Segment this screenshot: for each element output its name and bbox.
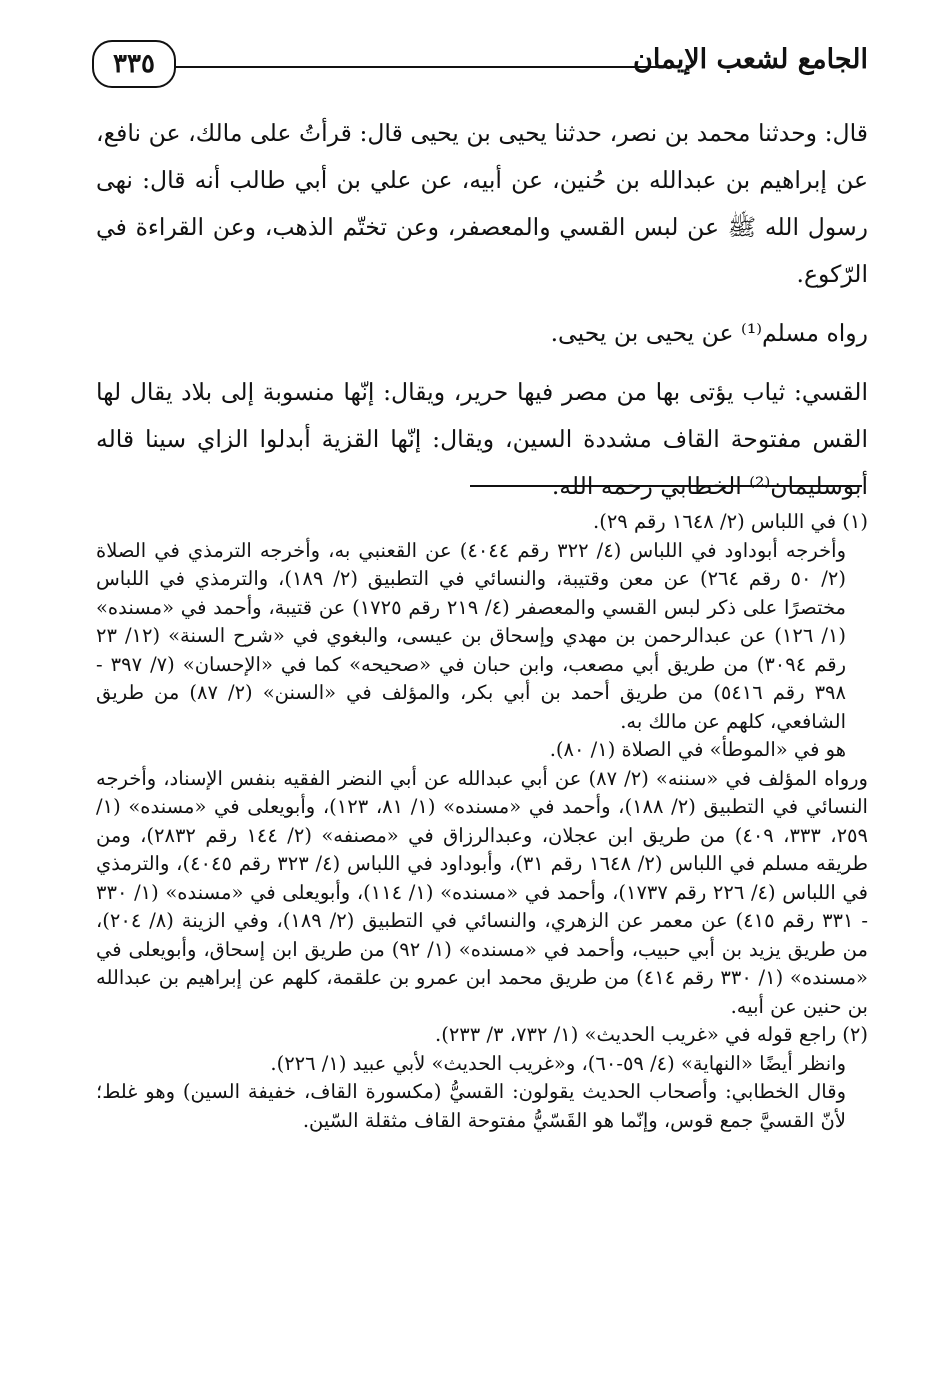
footnote-2-khattabi: وقال الخطابي: وأصحاب الحديث يقولون: القسيُّ (مكسورة القاف، خفيفة السين) وهو غلط؛ لأنّ القسيَّ جمع قوس، وإنّما هو القَسّيُّ مفتوحة القاف مثقلة السّين. — [96, 1080, 846, 1132]
page-number: ٣٣٥ — [92, 40, 176, 88]
book-title: الجامع لشعب الإيمان — [633, 44, 868, 75]
running-header — [92, 36, 868, 100]
footnotes — [96, 508, 868, 1135]
footnote-separator — [470, 485, 862, 487]
hadith-paragraph: قال: وحدثنا محمد بن نصر، حدثنا يحيى بن يحيى قال: قرأتُ على مالك، عن نافع، عن إبراهيم بن عبدالله بن حُنين، عن أبيه، عن علي بن أبي طالب أنه قال: نهى رسول الله ﷺ عن لبس القسي والمعصفر، وعن تختّم الذهب، وعن القراءة في الرّكوع. — [96, 119, 868, 288]
main-text — [96, 110, 868, 510]
footnote-2: (٢) راجع قوله في «غريب الحديث» (١/ ٧٣٢، ٣/ ٢٣٣). — [435, 1023, 868, 1046]
footnote-2-see-also: وانظر أيضًا «النهاية» (٤/ ٥٩-٦٠)، و«غريب الحديث» لأبي عبيد (١/ ٢٢٦). — [270, 1051, 846, 1075]
footnote-1-takhrij: وأخرجه أبوداود في اللباس (٤/ ٣٢٢ رقم ٤٠٤٤) عن القعنبي به، وأخرجه الترمذي في الصلاة (٢/ ٥٠ رقم ٢٦٤) عن معن وقتيبة، والنسائي في التطبيق (٢/ ١٨٩)، والترمذي في اللباس مختصرًا على ذكر لبس القسي والمعصفر (٤/ ٢١٩ رقم ١٧٢٥) عن قتيبة، وأحمد في «مسنده» (١/ ١٢٦) عن عبدالرحمن بن مهدي وإسحاق بن عيسى، والبغوي في «شرح السنة» (١٢/ ٢٣ رقم ٣٠٩٤) من طريق أبي مصعب، وابن حبان في «صحيحه» كما في «الإحسان» (٧/ ٣٩٧ - ٣٩٨ رقم ٥٤١٦) من طريق أحمد بن أبي بكر، والمؤلف في «السنن» (٢/ ٨٧) من طريق الشافعي، كلهم عن مالك به. — [96, 538, 846, 733]
footnote-1-muwatta: هو في «الموطأ» في الصلاة (١/ ٨٠). — [549, 738, 846, 761]
footnote-1: (١) في اللباس (٢/ ١٦٤٨ رقم ٢٩). — [593, 510, 868, 533]
header-rule — [176, 66, 663, 68]
footnote-1-further: ورواه المؤلف في «سننه» (٢/ ٨٧) عن أبي عبدالله عن أبي النضر الفقيه بنفس الإسناد، وأخرجه النسائي في التطبيق (٢/ ١٨٨)، وأحمد في «مسنده» (١/ ٨١، ١٢٣)، وأبويعلى في «مسنده» (١/ ٢٥٩، ٣٣٣، ٤٠٩) من طريق ابن عجلان، وعبدالرزاق في «مصنفه» (٢/ ١٤٤ رقم ٢٨٣٢)، ومن طريقه مسلم في اللباس (٢/ ١٦٤٨ رقم ٣١)، وأبوداود في اللباس (٤/ ٣٢٣ رقم ٤٠٤٥)، والترمذي في اللباس (٤/ ٢٢٦ رقم ١٧٣٧)، وأحمد في «مسنده» (١/ ١١٤)، وأبويعلى في «مسنده» (١/ ٣٣٠ - ٣٣١ رقم ٤١٥) عن معمر عن الزهري، والنسائي في التطبيق (٢/ ١٨٩)، وفي الزينة (٨/ ٢٠٤)، من طريق يزيد بن أبي حبيب، وأحمد في «مسنده» (١/ ٩٢) من طريق ابن إسحاق، وأبويعلى في «مسنده» (١/ ٣٣٠ رقم ٤١٤) من طريق محمد ابن عمرو بن علقمة، كلهم عن إبراهيم بن عبدالله بن حنين عن أبيه. — [96, 766, 868, 1018]
narration-paragraph: رواه مسلم⁽¹⁾ عن يحيى بن يحيى. — [550, 319, 868, 347]
explanation-paragraph: القسي: ثياب يؤتى بها من مصر فيها حرير، ويقال: إنّها منسوبة إلى بلاد يقال لها القس مفتوحة القاف مشددة السين، ويقال: إنّها القزية أبدلوا الزاي سينا قاله أبوسليمان⁽²⁾ الخطابي رحمه الله. — [96, 378, 868, 500]
